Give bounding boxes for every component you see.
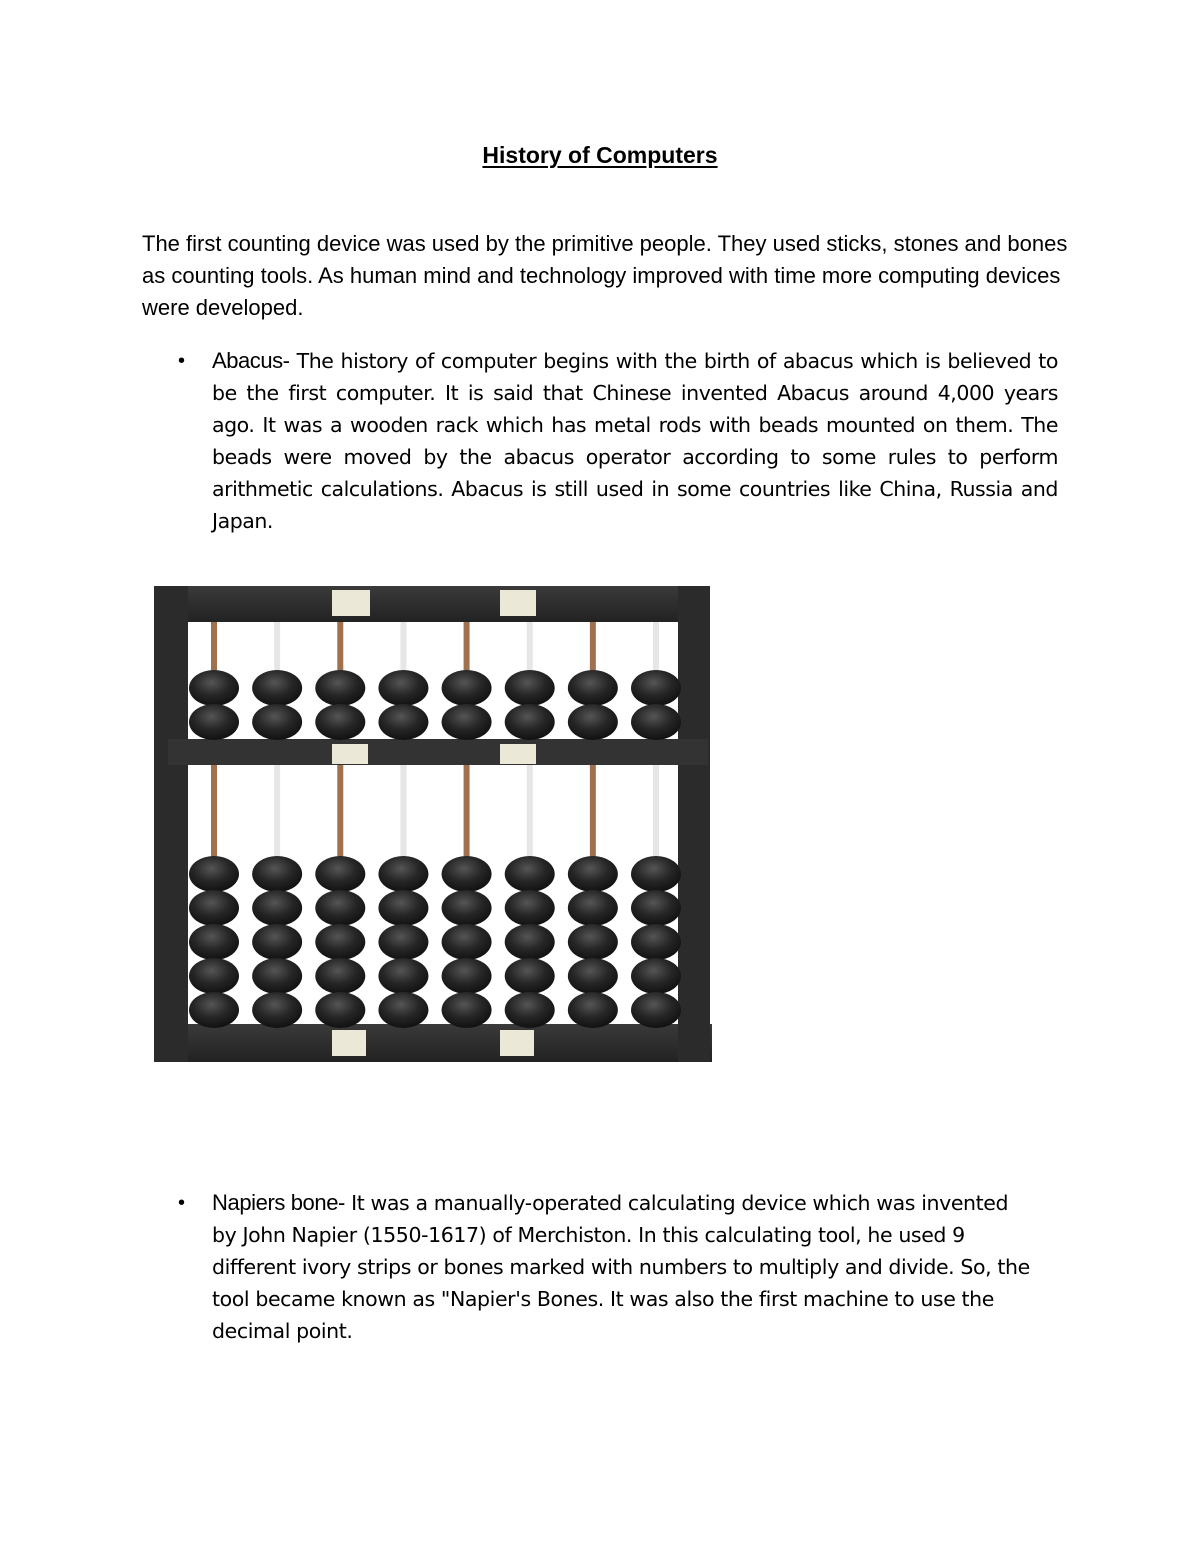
abacus-lower-bead [568,992,618,1028]
abacus-lead: Abacus- [212,348,290,373]
abacus-lower-bead [631,958,681,994]
abacus-lower-bead [568,856,618,892]
abacus-upper-bead [631,670,681,706]
abacus-paragraph [212,345,1058,537]
abacus-frame-top [160,586,710,622]
abacus-lower-bead [315,856,365,892]
abacus-lower-bead [442,992,492,1028]
abacus-upper-bead [631,704,681,740]
abacus-upper-bead [442,670,492,706]
abacus-lower-bead [631,890,681,926]
abacus-lower-bead [252,890,302,926]
abacus-frame-right [678,586,710,1062]
abacus-lower-bead [505,856,555,892]
abacus-beam [168,739,708,765]
abacus-lower-bead [505,890,555,926]
abacus-lower-bead [568,958,618,994]
abacus-beads [189,670,681,1028]
abacus-lower-bead [252,958,302,994]
abacus-lower-bead [631,924,681,960]
abacus-upper-bead [505,704,555,740]
abacus-lower-bead [631,856,681,892]
abacus-upper-bead [315,704,365,740]
abacus-lower-bead [442,924,492,960]
abacus-tab [500,744,536,764]
abacus-lower-bead [378,856,428,892]
abacus-upper-bead [252,704,302,740]
abacus-upper-bead [568,704,618,740]
abacus-upper-bead [189,704,239,740]
abacus-upper-bead [378,704,428,740]
abacus-upper-bead [505,670,555,706]
abacus-body: The history of computer begins with the birth of abacus which is believed to be the first computer. It is said that Chinese invented Abacus around 4,000 years ago. It was a wooden rack which has metal rods with beads mounted on them. The beads were moved by the abacus operator according to some rules to perform arithmetic calculations. Abacus is still used in some countries like China, Russia and Japan. [212,349,1058,533]
abacus-upper-bead [189,670,239,706]
abacus-lower-bead [189,856,239,892]
abacus-lower-bead [252,924,302,960]
abacus-lower-bead [568,890,618,926]
abacus-lower-bead [189,958,239,994]
napier-lead: Napiers bone- [212,1190,345,1215]
napier-body: It was a manually-operated calculating device which was invented by John Napier (1550-1617) of Merchiston. In this calculating tool, he used 9 different ivory strips or bones marked with numbers to multiply and divide. So, the tool became known as "Napier's Bones. It was also the first machine to use the decimal point. [212,1191,1030,1343]
abacus-lower-bead [505,924,555,960]
abacus-lower-bead [378,924,428,960]
abacus-lower-bead [505,992,555,1028]
abacus-lower-bead [252,856,302,892]
abacus-upper-bead [315,670,365,706]
abacus-upper-bead [252,670,302,706]
bullet-abacus: • [178,350,186,372]
intro-paragraph: The first counting device was used by the primitive people. They used sticks, stones and bones as counting tools. As human mind and technology improved with time more computing devices were developed. [142,231,1068,320]
abacus-tab [500,1030,534,1056]
napier-paragraph [212,1187,1032,1347]
abacus-image [152,576,717,1068]
abacus-lower-bead [442,856,492,892]
abacus-tab [332,1030,366,1056]
abacus-frame-left [154,586,188,1062]
abacus-lower-bead [505,958,555,994]
abacus-lower-bead [315,958,365,994]
bullet-napier: • [178,1192,186,1214]
abacus-lower-bead [315,924,365,960]
abacus-frame-bottom [154,1024,712,1062]
abacus-lower-bead [189,890,239,926]
abacus-lower-bead [442,958,492,994]
abacus-lower-bead [631,992,681,1028]
abacus-tab [500,590,536,616]
abacus-lower-bead [568,924,618,960]
abacus-lower-bead [189,924,239,960]
abacus-lower-bead [378,890,428,926]
abacus-tab [332,590,370,616]
abacus-tab [332,744,368,764]
abacus-lower-bead [442,890,492,926]
page-title: History of Computers [482,142,718,168]
abacus-lower-bead [189,992,239,1028]
abacus-lower-bead [315,890,365,926]
abacus-lower-bead [378,992,428,1028]
abacus-lower-bead [378,958,428,994]
abacus-upper-bead [442,704,492,740]
abacus-upper-bead [568,670,618,706]
abacus-upper-bead [378,670,428,706]
abacus-lower-bead [252,992,302,1028]
abacus-lower-bead [315,992,365,1028]
